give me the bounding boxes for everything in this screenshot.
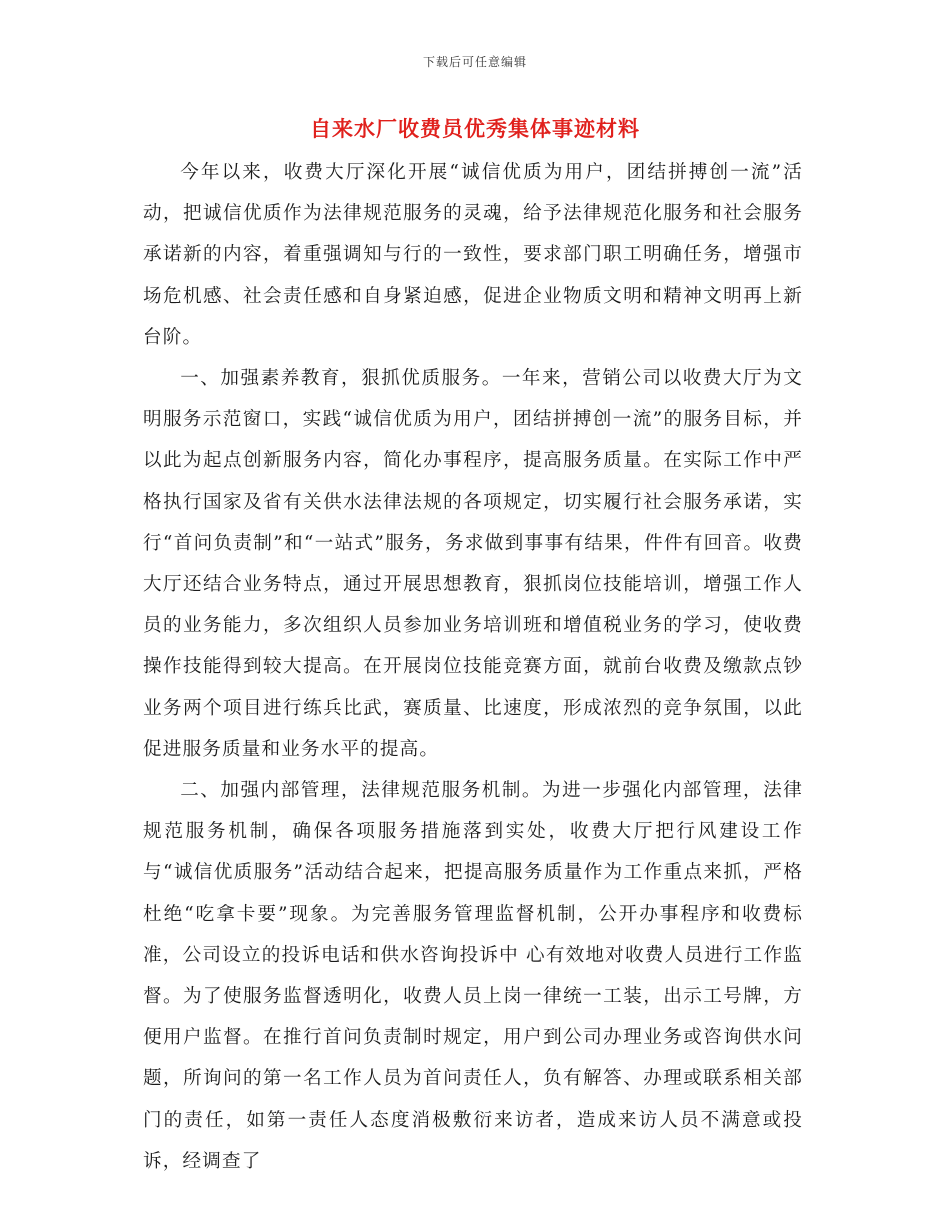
paragraph-intro: 今年以来，收费大厅深化开展“诚信优质为用户，团结拼搏创一流”活动，把诚信优质作为法律规范服务的灵魂，给予法律规范化服务和社会服务承诺新的内容，着重强调知与行的一致性，要求部门职工明确任务，增强市场危机感、社会责任感和自身紧迫感，促进企业物质文明和精神文明再上新台阶。 <box>143 162 803 348</box>
paragraph-section-one: 一、加强素养教育，狠抓优质服务。一年来，营销公司以收费大厅为文明服务示范窗口，实践“诚信优质为用户，团结拼搏创一流”的服务目标，并以此为起点创新服务内容，简化办事程序，提高服务质量。在实际工作中严格执行国家及省有关供水法律法规的各项规定，切实履行社会服务承诺，实行“首问负责制”和“一站式”服务，务求做到事事有结果，件件有回音。收费大厅还结合业务特点，通过开展思想教育，狠抓岗位技能培训，增强工作人员的业务能力，多次组织人员参加业务培训班和增值税业务的学习，使收费操作技能得到较大提高。在开展岗位技能竞赛方面，就前台收费及缴款点钞业务两个项目进行练兵比武，赛质量、比速度，形成浓烈的竞争氛围，以此促进服务质量和业务水平的提高。 <box>143 368 803 760</box>
header-note: 下载后可任意编辑 <box>422 55 527 69</box>
paragraph-section-two: 二、加强内部管理，法律规范服务机制。为进一步强化内部管理，法律规范服务机制，确保各项服务措施落到实处，收费大厅把行风建设工作与“诚信优质服务”活动结合起来，把提高服务质量作为工作重点来抓，严格杜绝“吃拿卡要”现象。为完善服务管理监督机制，公开办事程序和收费标准，公司设立的投诉电话和供水咨询投诉中 心有效地对收费人员进行工作监督。为了使服务监督透明化，收费人员上岗一律统一工装，出示工号牌，方便用户监督。在推行首问负责制时规定，用户到公司办理业务或咨询供水问题，所询问的第一名工作人员为首问责任人，负有解答、办理或联系相关部门的责任，如第一责任人态度消极敷衍来访者，造成来访人员不满意或投诉，经调查了 <box>143 780 803 1172</box>
document-body <box>143 152 803 1182</box>
document-title: 自来水厂收费员优秀集体事迹材料 <box>310 116 640 141</box>
